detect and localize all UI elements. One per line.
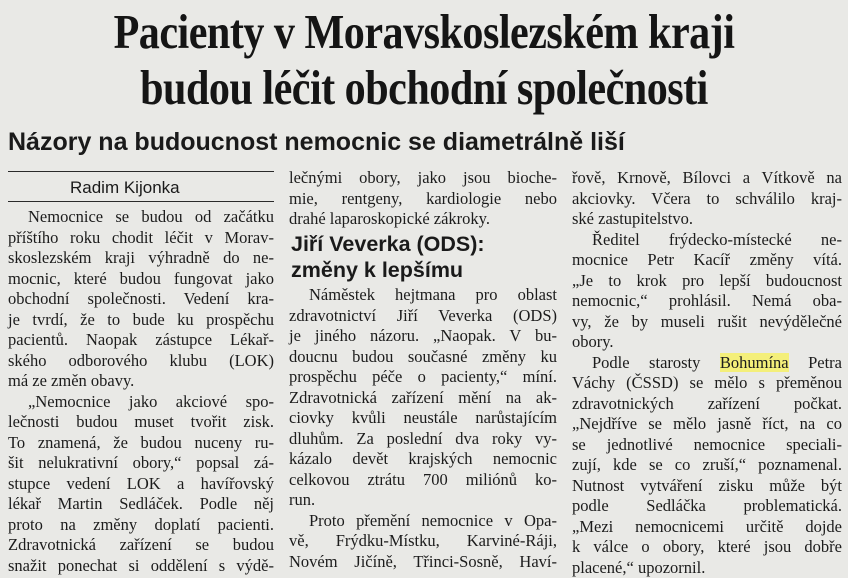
text-line: „Je to krok pro lepší budoucnost (572, 271, 842, 292)
text-line: nemocnic,“ prohlásil. Nemá oba- (572, 291, 842, 312)
text-line: vě, Frýdku-Místku, Karviné-Ráji, (289, 531, 557, 552)
text-line: zdravotnictví Jiří Veverka (ODS) (289, 306, 557, 327)
column-1 (8, 207, 274, 576)
text-line: šit nelukrativní obory,“ popsal zá- (8, 453, 274, 474)
text-line-with-highlight: Podle starosty Bohumína Petra (572, 353, 842, 374)
column-3 (572, 168, 842, 578)
text-line: „Nemocnice jako akciové spo- (8, 392, 274, 413)
text-line: celkovou ztrátu 700 miliónů ko- (289, 470, 557, 491)
text-line: k válce o obory, které jsou dobře (572, 537, 842, 558)
text-line: Nemocnice se budou od začátku (8, 207, 274, 228)
crosshead-line-2: změny k lepšímu (291, 257, 485, 283)
text-line: Novém Jičíně, Třinci-Sosně, Haví- (289, 552, 557, 573)
text-line: lečnosti budou muset tvořit zisk. (8, 412, 274, 433)
text-line: placené,“ upozornil. (572, 558, 842, 578)
text-line: obchodní společnosti. Vedení kra- (8, 289, 274, 310)
text-line: Váchy (ČSSD) se mělo s přeměnou (572, 373, 842, 394)
text-line: doucnu budou současné změny ku (289, 347, 557, 368)
column-2-top (289, 168, 557, 230)
text-line: má ze změn obavy. (8, 371, 274, 392)
text-line: proto na změny doplatí pacienti. (8, 515, 274, 536)
text-line: obory. (572, 332, 842, 353)
text-line: akciovky. Včera to schválilo kraj- (572, 189, 842, 210)
text-line: stupce vedení LOK a havířovský (8, 474, 274, 495)
text-line: kázalo devět krajských nemocnic (289, 449, 557, 470)
text-line: pacientů. Naopak zástupce Lékař- (8, 330, 274, 351)
text-line: Proto přemění nemocnice v Opa- (289, 511, 557, 532)
text-line: skoslezském kraji výhradně do ne- (8, 248, 274, 269)
text-line: „Mezi nemocnicemi určitě dojde (572, 517, 842, 538)
text-line: ské zastupitelstvo. (572, 209, 842, 230)
text-line: Zdravotnická zařízení mění na ak- (289, 388, 557, 409)
column-2-bottom (289, 285, 557, 572)
text-line: zdravotnických zařízení počkat. (572, 394, 842, 415)
text-line: Nutnost vytváření zisku může být (572, 476, 842, 497)
text-line: „Nejdříve se mělo jasně říct, na co (572, 414, 842, 435)
text-line: Ředitel frýdecko-místecké ne- (572, 230, 842, 251)
byline: Radim Kijonka (70, 178, 230, 198)
text-line: je tvrdí, že to bude ku prospěchu (8, 310, 274, 331)
text-line: drahé laparoskopické zákroky. (289, 209, 557, 230)
text-line: prospěchu péče o pacienty,“ míní. (289, 367, 557, 388)
text-line: se jednotlivé nemocnice speciali- (572, 435, 842, 456)
text-line: ciovky kvůli neustále narůstajícím (289, 408, 557, 429)
highlighted-word: Bohumína (720, 353, 789, 372)
text-line: ského odborového klubu (LOK) (8, 351, 274, 372)
headline-line-2: budou léčit obchodní společnosti (66, 60, 782, 116)
text-line: mocnice Petr Kacíř změny vítá. (572, 250, 842, 271)
text-line: podle Sedláčka problematická. (572, 496, 842, 517)
text-line: lékař Martin Sedláček. Podle něj (8, 494, 274, 515)
text-line: mocnic, které budou fungovat jako (8, 269, 274, 290)
byline-rule-top (8, 171, 274, 172)
text-line: vy, že by museli rušit nevýdělečné (572, 312, 842, 333)
text-line: mie, rentgeny, kardiologie nebo (289, 189, 557, 210)
subheadline: Názory na budoucnost nemocnic se diametrálně liší (8, 126, 625, 158)
headline (66, 4, 782, 116)
crosshead (291, 231, 485, 283)
text-line: zují, kde se co zruší,“ poznamenal. (572, 455, 842, 476)
text-line: run. (289, 490, 557, 511)
text-line: lečnými obory, jako jsou bioche- (289, 168, 557, 189)
crosshead-line-1: Jiří Veverka (ODS): (291, 231, 485, 257)
byline-rule-bottom (8, 201, 274, 202)
text-line: snažit ponechat si oddělení s výdě- (8, 556, 274, 577)
text-line: dluhům. Za poslední dva roky vy- (289, 429, 557, 450)
text-line: Náměstek hejtmana pro oblast (289, 285, 557, 306)
text-line: je jiného názoru. „Naopak. V bu- (289, 326, 557, 347)
headline-line-1: Pacienty v Moravskoslezském kraji (66, 4, 782, 60)
text-line: řově, Krnově, Bílovci a Vítkově na (572, 168, 842, 189)
text-line: příštího roku chodit léčit v Morav- (8, 228, 274, 249)
text-line: Zdravotnická zařízení se budou (8, 535, 274, 556)
text-line: To znamená, že budou nuceny ru- (8, 433, 274, 454)
